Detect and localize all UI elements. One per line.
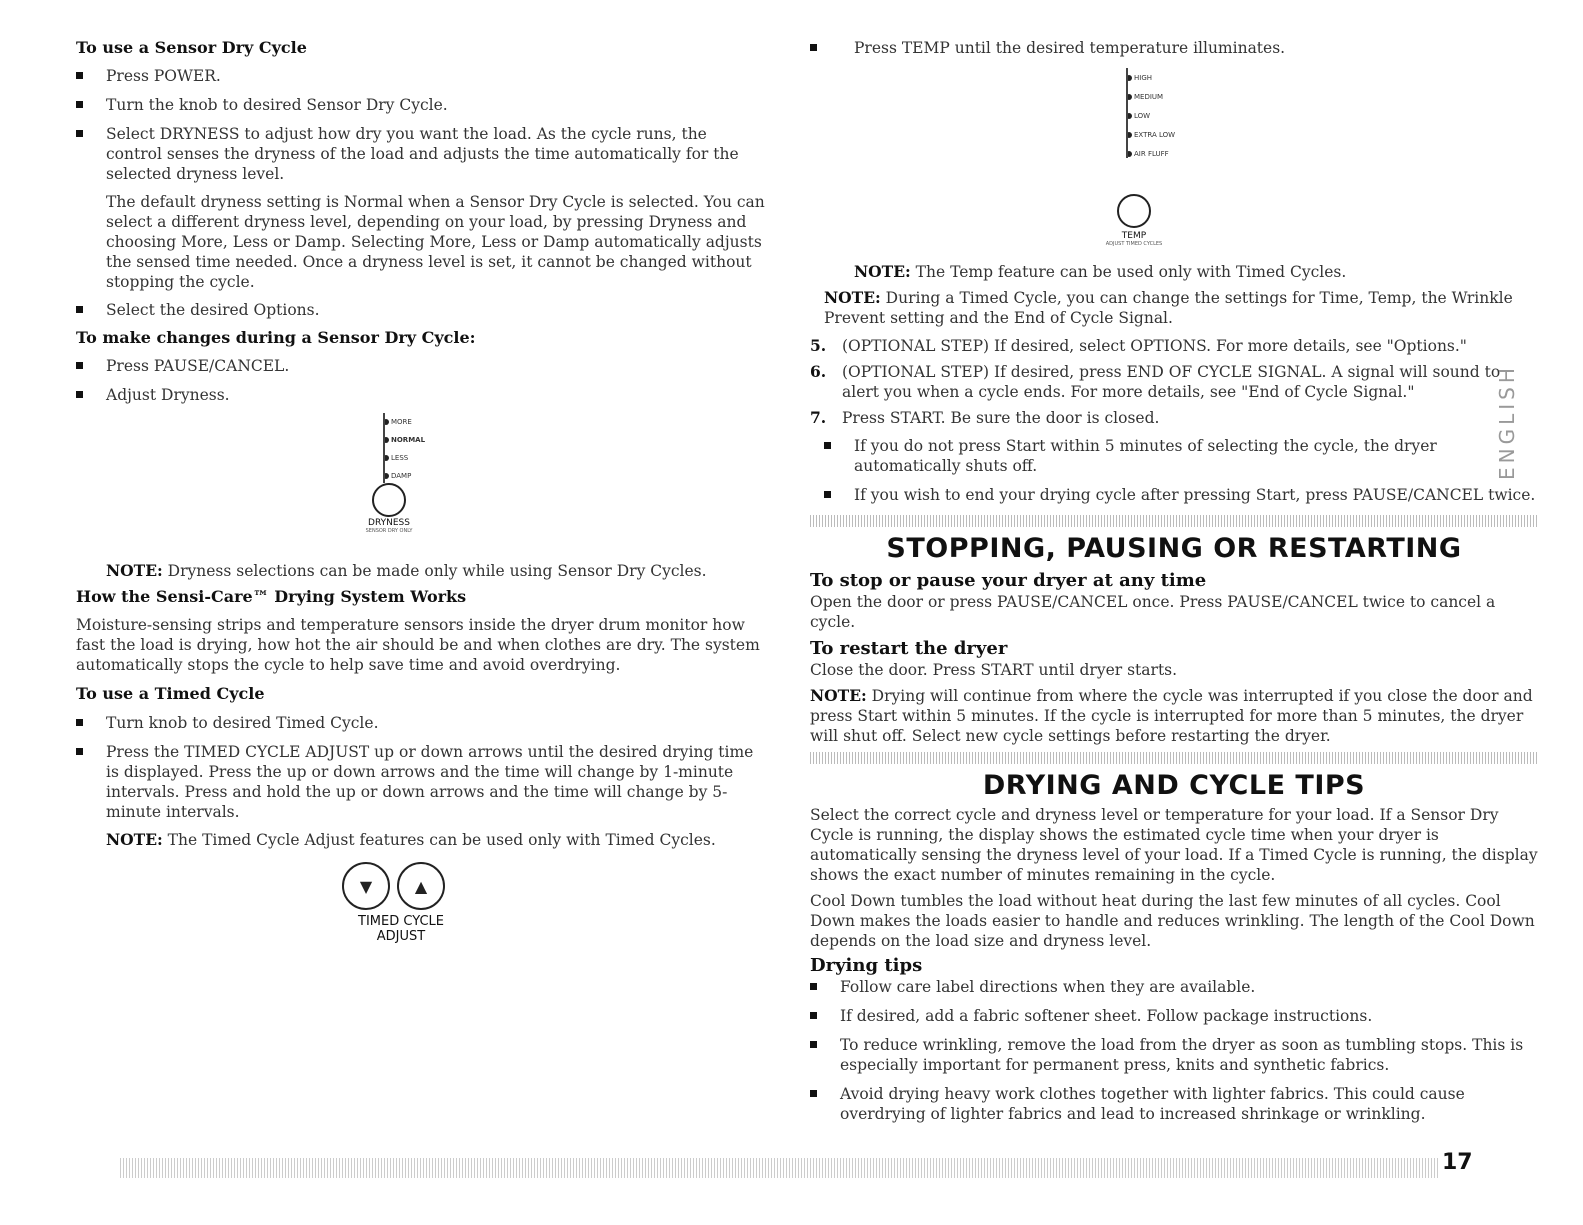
list-item: If you do not press Start within 5 minutes of selecting the cycle, the dryer automatically shuts off.	[824, 436, 1538, 476]
sensor-dry-paragraph: The default dryness setting is Normal when a Sensor Dry Cycle is selected. You can select a different dryness level, depending on your load, by pressing Dryness and choosing More, Less or Damp. Selecting More, Less or Damp automatically adjusts the sensed time needed. Once a dryness level is set, it cannot be changed without stopping the cycle.	[106, 193, 765, 291]
temp-step	[810, 38, 1538, 58]
list-item: To reduce wrinkling, remove the load from the dryer as soon as tumbling stops. This is especially important for permanent press, knits and synthetic fabrics.	[810, 1035, 1538, 1075]
list-item: If desired, add a fabric softener sheet. Follow package instructions.	[810, 1006, 1538, 1026]
note-text: Dryness selections can be made only while using Sensor Dry Cycles.	[162, 562, 707, 580]
list-item: Turn the knob to desired Sensor Dry Cycle.	[76, 95, 766, 115]
led-damp	[383, 467, 453, 485]
step-5	[810, 336, 1538, 356]
led-bar	[383, 413, 385, 483]
note-label: NOTE:	[854, 262, 911, 281]
section-divider	[810, 752, 1538, 764]
led-label: LESS	[391, 454, 409, 462]
note-text: Drying will continue from where the cycle was interrupted if you close the door and press Start within 5 minutes. If the cycle is interrupted for more than 5 minutes, the dryer will shut off. Select new cycle settings before restarting the dryer.	[810, 687, 1533, 745]
led-label: EXTRA LOW	[1134, 130, 1176, 139]
dial-label-text: DRYNESS	[368, 518, 410, 528]
note-text: The Temp feature can be used only with Timed Cycles.	[910, 263, 1347, 281]
timed-cycle-steps	[76, 713, 766, 822]
restart-note	[810, 686, 1538, 746]
dryness-note	[76, 561, 766, 581]
sensor-dry-steps	[76, 66, 766, 184]
restart-paragraph: Close the door. Press START until dryer starts.	[810, 661, 1178, 679]
numbered-steps	[810, 336, 1538, 428]
stop-heading: To stop or pause your dryer at any time	[810, 570, 1207, 591]
stopping-section-title: STOPPING, PAUSING OR RESTARTING	[886, 533, 1462, 564]
timed-cycle-heading: To use a Timed Cycle	[76, 684, 265, 703]
dial-sub-text: SENSOR DRY ONLY	[365, 528, 413, 534]
led-less	[383, 449, 453, 467]
right-column	[810, 38, 1538, 1124]
led-label: MORE	[391, 418, 412, 426]
dryness-levels	[383, 413, 453, 485]
dryness-dial-figure	[76, 409, 766, 559]
led-medium	[1126, 87, 1216, 106]
sensor-dry-heading: To use a Sensor Dry Cycle	[76, 38, 307, 57]
label-line: TIMED CYCLE	[358, 914, 444, 929]
temp-knob-icon	[1117, 194, 1151, 228]
tips-paragraph-1: Select the correct cycle and dryness level or temperature for your load. If a Sensor Dry Cycle is running, the display shows the estimated cycle time when your dryer is automatically sensing the dryness level of your load. If a Timed Cycle is running, the display shows the exact number of minutes remaining in the cycle.	[810, 806, 1538, 884]
led-label: NORMAL	[391, 436, 426, 444]
note-text: During a Timed Cycle, you can change the settings for Time, Temp, the Wrinkle Prevent setting and the End of Cycle Signal.	[824, 289, 1513, 327]
list-item: Press PAUSE/CANCEL.	[76, 356, 766, 376]
timed-settings-note	[810, 288, 1538, 328]
section-divider	[810, 515, 1538, 527]
led-label: LOW	[1134, 111, 1151, 120]
dryness-knob-icon	[372, 483, 406, 517]
led-low	[1126, 106, 1216, 125]
temp-note	[810, 262, 1538, 282]
list-item: Turn knob to desired Timed Cycle.	[76, 713, 766, 733]
led-normal	[383, 431, 453, 449]
step-text: (OPTIONAL STEP) If desired, select OPTIONS. For more details, see "Options."	[842, 337, 1467, 355]
list-item: Press the TIMED CYCLE ADJUST up or down arrows until the desired drying time is displayed. Press the up or down arrows and the time will change by 1-minute intervals. Press and hold the up or down arrows and the time will change by 5-minute intervals.	[76, 742, 766, 822]
stop-paragraph: Open the door or press PAUSE/CANCEL once. Press PAUSE/CANCEL twice to cancel a cycle.	[810, 593, 1496, 631]
list-item: Follow care label directions when they are available.	[810, 977, 1538, 997]
step-6	[810, 362, 1538, 402]
note-text: The Timed Cycle Adjust features can be used only with Timed Cycles.	[162, 831, 716, 849]
step-7-substeps	[810, 436, 1538, 505]
led-label: MEDIUM	[1134, 92, 1164, 101]
sensor-dry-last-step	[76, 300, 766, 320]
list-item: Select the desired Options.	[76, 300, 766, 320]
tips-paragraph-2: Cool Down tumbles the load without heat during the last few minutes of all cycles. Cool Down makes the loads easier to handle and reduces wrinkling. The length of the Cool Down depends on the load size and dryness level.	[810, 892, 1535, 950]
led-air-fluff	[1126, 144, 1216, 163]
footer-bar	[120, 1158, 1440, 1178]
step-number: 6.	[810, 362, 827, 381]
drying-tips-heading: Drying tips	[810, 955, 923, 976]
step-number: 5.	[810, 336, 827, 355]
led-label: HIGH	[1134, 73, 1153, 82]
tips-section-title: DRYING AND CYCLE TIPS	[982, 770, 1366, 801]
led-high	[1126, 68, 1216, 87]
dial-label-text: TEMP	[1121, 231, 1147, 241]
down-arrow-icon: ▼	[342, 862, 390, 910]
led-extra-low	[1126, 125, 1216, 144]
list-item: Avoid drying heavy work clothes together with lighter fabrics. This could cause overdrying of lighter fabrics and lead to increased shrinkage or wrinkling.	[810, 1084, 1538, 1124]
timed-cycle-adjust-label	[331, 914, 471, 944]
note-label: NOTE:	[106, 830, 163, 849]
led-label: DAMP	[391, 472, 412, 480]
drying-tips-list	[810, 977, 1538, 1124]
list-item: If you wish to end your drying cycle after pressing Start, press PAUSE/CANCEL twice.	[824, 485, 1538, 505]
note-label: NOTE:	[824, 288, 881, 307]
note-label: NOTE:	[810, 686, 867, 705]
step-7	[810, 408, 1538, 428]
sensicare-paragraph: Moisture-sensing strips and temperature sensors inside the dryer drum monitor how fast the load is drying, how hot the air should be and when clothes are dry. The system automatically stops the cycle to help save time and avoid overdrying.	[76, 616, 760, 674]
led-more	[383, 413, 453, 431]
step-text: Press START. Be sure the door is closed.	[842, 409, 1160, 427]
step-number: 7.	[810, 408, 827, 427]
list-item: Press POWER.	[76, 66, 766, 86]
list-item: Press TEMP until the desired temperature illuminates.	[810, 38, 1538, 58]
page-number: 17	[1442, 1150, 1473, 1175]
dial-sub-text: ADJUST TIMED CYCLES	[1105, 241, 1163, 247]
temp-dial-figure	[810, 66, 1538, 262]
temp-dial-label	[1104, 232, 1164, 247]
label-line: ADJUST	[376, 929, 426, 944]
step-text: (OPTIONAL STEP) If desired, press END OF CYCLE SIGNAL. A signal will sound to alert you when a cycle ends. For more details, see "End of Cycle Signal."	[842, 363, 1501, 401]
temp-levels	[1126, 68, 1216, 163]
timed-cycle-adjust-figure	[76, 862, 766, 944]
left-column	[76, 38, 766, 944]
list-item: Select DRYNESS to adjust how dry you want the load. As the cycle runs, the control senses the dryness of the load and adjusts the time automatically for the selected dryness level.	[76, 124, 766, 184]
list-item: Adjust Dryness.	[76, 385, 766, 405]
sensicare-heading: How the Sensi-Care™ Drying System Works	[76, 587, 467, 606]
note-label: NOTE:	[106, 561, 163, 580]
up-arrow-icon: ▲	[397, 862, 445, 910]
restart-heading: To restart the dryer	[810, 638, 1008, 659]
changes-heading: To make changes during a Sensor Dry Cycle:	[76, 328, 476, 347]
led-bar	[1126, 68, 1128, 158]
changes-steps	[76, 356, 766, 405]
dryness-dial-label	[359, 519, 419, 534]
language-side-tab: ENGLISH	[1495, 364, 1519, 480]
timed-note	[76, 830, 766, 850]
led-label: AIR FLUFF	[1134, 149, 1169, 158]
